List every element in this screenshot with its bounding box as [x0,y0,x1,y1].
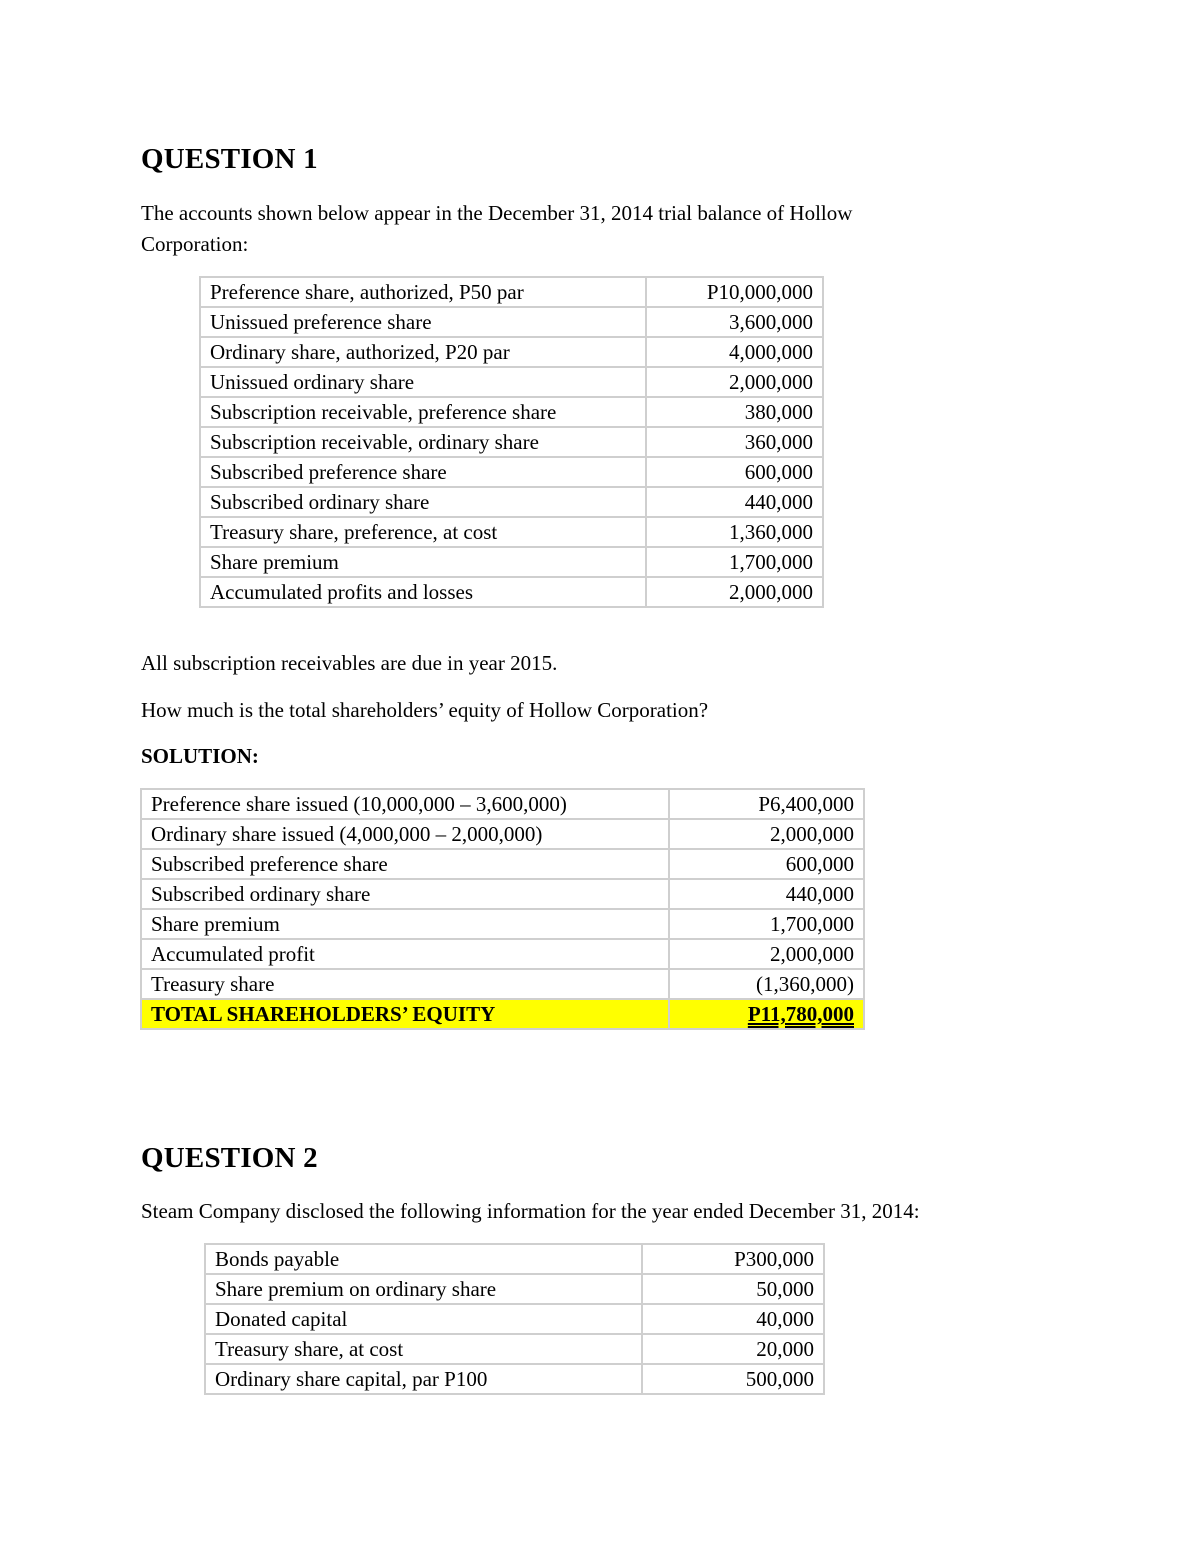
solution-label-cell: Preference share issued (10,000,000 – 3,600,000) [141,789,669,819]
solution-label: SOLUTION: [141,744,259,768]
account-amount: 50,000 [642,1274,824,1304]
account-label: Donated capital [205,1304,642,1334]
table-row [200,337,823,367]
table-row [200,517,823,547]
account-amount: 40,000 [642,1304,824,1334]
account-label: Unissued preference share [200,307,646,337]
table-row [200,457,823,487]
account-amount: P10,000,000 [646,277,823,307]
table-row [200,577,823,607]
solution-amount-cell: 2,000,000 [669,819,864,849]
account-amount: 3,600,000 [646,307,823,337]
question-1-note: All subscription receivables are due in year 2015. [141,651,558,675]
table-row [205,1244,824,1274]
question-2-accounts-table [204,1243,825,1395]
account-label: Subscription receivable, preference share [200,397,646,427]
solution-amount-cell: (1,360,000) [669,969,864,999]
account-label: Unissued ordinary share [200,367,646,397]
solution-label-cell: Treasury share [141,969,669,999]
solution-amount-cell: 2,000,000 [669,939,864,969]
table-row [200,397,823,427]
solution-label-cell: Accumulated profit [141,939,669,969]
solution-label-cell: Subscribed preference share [141,849,669,879]
table-row [141,879,864,909]
total-row [141,999,864,1029]
question-1-intro-line-2: Corporation: [141,232,249,256]
account-amount: 1,700,000 [646,547,823,577]
account-amount: P300,000 [642,1244,824,1274]
total-amount: P11,780,000 [747,1002,854,1026]
solution-amount-cell: P6,400,000 [669,789,864,819]
account-amount: 600,000 [646,457,823,487]
table-row [200,427,823,457]
account-label: Ordinary share capital, par P100 [205,1364,642,1394]
question-1-heading: QUESTION 1 [141,143,318,175]
account-label: Bonds payable [205,1244,642,1274]
question-1-intro-line-1: The accounts shown below appear in the December 31, 2014 trial balance of Hollow [141,201,853,225]
solution-table [140,788,865,1030]
solution-amount-cell: 600,000 [669,849,864,879]
solution-amount-cell: 1,700,000 [669,909,864,939]
account-label: Treasury share, preference, at cost [200,517,646,547]
account-amount: 2,000,000 [646,367,823,397]
table-row [200,277,823,307]
table-row [141,969,864,999]
account-amount: 2,000,000 [646,577,823,607]
account-label: Share premium on ordinary share [205,1274,642,1304]
account-amount: 380,000 [646,397,823,427]
question-1-question: How much is the total shareholders’ equity of Hollow Corporation? [141,698,709,722]
account-label: Share premium [200,547,646,577]
question-1-accounts-table [199,276,824,608]
account-amount: 20,000 [642,1334,824,1364]
solution-label-cell: Ordinary share issued (4,000,000 – 2,000,000) [141,819,669,849]
account-label: Subscribed ordinary share [200,487,646,517]
table-row [205,1274,824,1304]
account-label: Subscribed preference share [200,457,646,487]
table-row [141,819,864,849]
total-label: TOTAL SHAREHOLDERS’ EQUITY [141,999,669,1029]
account-amount: 4,000,000 [646,337,823,367]
table-row [200,547,823,577]
account-amount: 360,000 [646,427,823,457]
account-label: Accumulated profits and losses [200,577,646,607]
account-label: Subscription receivable, ordinary share [200,427,646,457]
solution-amount-cell: 440,000 [669,879,864,909]
account-label: Treasury share, at cost [205,1334,642,1364]
account-amount: 1,360,000 [646,517,823,547]
table-row [200,367,823,397]
table-row [141,939,864,969]
table-row [141,849,864,879]
table-row [205,1364,824,1394]
solution-label-cell: Share premium [141,909,669,939]
table-row [141,789,864,819]
account-label: Preference share, authorized, P50 par [200,277,646,307]
table-row [141,909,864,939]
account-label: Ordinary share, authorized, P20 par [200,337,646,367]
table-row [205,1334,824,1364]
account-amount: 500,000 [642,1364,824,1394]
account-amount: 440,000 [646,487,823,517]
table-row [205,1304,824,1334]
table-row [200,487,823,517]
solution-label-cell: Subscribed ordinary share [141,879,669,909]
table-row [200,307,823,337]
question-2-heading: QUESTION 2 [141,1142,318,1174]
question-2-intro: Steam Company disclosed the following information for the year ended December 31, 2014: [141,1199,920,1223]
total-amount-cell [669,999,864,1029]
